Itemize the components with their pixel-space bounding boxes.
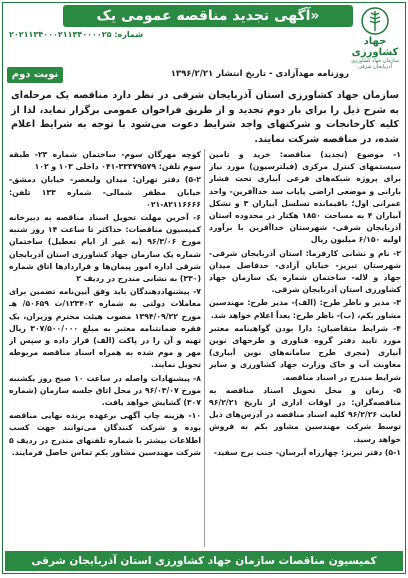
organization-logo: [349, 6, 401, 70]
clause-opening: ۸- پیشنهادات واصله در ساعت ۱۰ صبح روز یکشنبه مورخ ۹۶/۰۳/۰۷ در محل اتاق جلسه سازمان (شماره ۳۰۷) گشایش خواهد یافت.: [9, 373, 201, 408]
clause-costs: ۱۰- هزینه چاپ آگهی برعهده برنده نهایی مناقصه بوده و شرکت کنندگان می‌توانند جهت کسب اطلاعات بیشتر با شماره تلفنهای مندرج در ردیف ۵ شرکت مهندسین مشاور بکم تماس حاصل فرمایند.: [9, 411, 201, 457]
notice-number: شماره: ۲۰۲۱۱۳۴۰۰۰۲۱۱۳۴۰۰۰۰۲۵: [9, 30, 144, 39]
clause-tabriz-office: ۵-۱) دفتر تبریز: چهارراه آبرسان- جنب برج سفید-: [213, 447, 401, 457]
clause-tabriz-address: کوچه مهرگان سوم- ساختمان شماره ۲۳- طبقه سوم تلفن: ۳۳۳۷۹۵۷۹-۰۴۱ داخلی ۱۰۳ و ۱۰۲: [9, 150, 201, 172]
logo-caption: سازمان جهاد کشاورزی آذربایجان شرقی: [351, 58, 399, 70]
logo-title: جهاد: [363, 36, 387, 47]
clause-manager: ۳- مدیر و ناظر طرح: (الف)- مدیر طرح: مهندسین مشاور بکم، (ب)- ناظر طرح: بعداً اعلام خواهد شد.: [209, 298, 401, 320]
clause-documents: ۵- زمان و محل تحویل اسناد مناقصه به مناقصه‌گران: در اوقات اداری از تاریخ ۹۶/۲/۲۱ لغایت ۹۶/۲/۲۶ کلیه اسناد مناقصه در آدرس‌های ذیل توسط شرکت مهندسین مشاور بکم به فروش خواهد رسید.: [209, 385, 401, 444]
commission-footer: کمیسیون مناقصات سازمان جهاد کشاورزی استان آذربایجان شرقی: [5, 551, 403, 571]
left-column: [9, 149, 201, 547]
logo-subtitle: کشاورزی: [351, 47, 399, 58]
column-divider: [204, 149, 205, 547]
clause-guarantee: ۷- پیشنهاددهندگان باید وفق آیین‌نامه تضمین برای معاملات دولتی به شماره ۱۲۳۴۰۲/ت ۵۰۶۵۹/ هـ مورخ ۱۳۹۴/۰۹/۲۲ مصوب هیئت محترم وزیران، یک فقره ضمانتنامه معتبر به مبلغ ۳۰۷/۵۰۰/۰۰۰ ریال تهیه و آن را در پاکت (الف) قرار داده و سپس از مهر و موم شده به همراه اسناد مناقصه مربوطه تحویل نمایند.: [9, 287, 201, 370]
body-columns: [9, 149, 401, 547]
clause-employer: ۲- نام و نشانی کارفرما: استان آذربایجان شرقی- شهرستان تبریز- خیابان آزادی- حدفاصل میدان جهاد و لاله- ساختمان شماره یک سازمان جهاد کشاورزی استان آذربایجان شرقی.: [209, 248, 401, 295]
clause-conditions: ۴- شرایط متقاضیان: دارا بودن گواهینامه معتبر مورد تایید دفتر گروه فناوری و طرحهای نوین آبیاری (مجری طرح سامانه‌های نوین آبیاری) معاونت آب و خاک وزارت جهاد کشاورزی و سایر شرایط مندرج در اسناد مناقصه.: [209, 323, 401, 382]
tender-advertisement: [2, 2, 406, 574]
publication-info: روزنامه مهدآزادی - تاریخ انتشار ۱۳۹۶/۲/۲۱: [170, 69, 349, 79]
intro-paragraph: سازمان جهاد کشاورزی استان آذربایجان شرقی در نظر دارد مناقصه یک مرحله‌ای به شرح ذیل را برای بار دوم تجدید و از طریق فراخوان عمومی برگزار نماید، لذا از کلیه کارخانجات و شرکتهای واجد شرایط دعوت می‌شود با توجه به شرایط اعلام شده، در مناقصه شرکت نمایند.: [11, 90, 399, 145]
advertisement-title: «آگهی تجدید مناقصه عمومی یک مرحله‌ای»: [63, 5, 353, 27]
wheat-emblem-icon: [358, 6, 392, 36]
round-badge: نوبت دوم: [7, 67, 63, 83]
clause-subject: ۱- موضوع (تجدید) مناقصه: خرید و تامین سیستمهای کنترل مرکزی (فیلترسیون) مورد نیاز برای پروژه شبکه‌های فرعی آبیاری تحت فشار بارانی و موضعی اراضی پایاب سد خداآفرین- واحد عمرانی اول؛ باقیمانده تسلسل آبیاران ۳ و تشکل آبیاران ۴ به مساحت ۱۸۵۰ هکتار در محدوده استان آذربایجان شرقی- شهرستان خداآفرین با برآورد اولیه ۶/۱۵۰ میلیون ریال: [209, 150, 401, 245]
clause-tehran-office: ۵-۲) دفتر تهران: میدان ولیعصر- خیابان دمشق- خیابان مظفر شمالی- شماره ۱۳۳ تلفن: ۸۲۱۱۶۶۶۶-۰۲۱: [9, 175, 201, 209]
right-column: [209, 149, 401, 547]
clause-deadline: ۶- آخرین مهلت تحویل اسناد مناقصه به دبیرخانه کمیسیون مناقصات: حداکثر تا ساعت ۱۴ روز شنبه مورخ ۹۶/۳/۰۶ (به غیر از ایام تعطیل) ساختمان شماره یک سازمان جهاد کشاورزی استان آذربایجان شرقی اداره امور پیمان‌ها و قراردادها اتاق شماره (۳۳۰) به نشانی مندرج در ردیف ۲: [9, 213, 201, 284]
